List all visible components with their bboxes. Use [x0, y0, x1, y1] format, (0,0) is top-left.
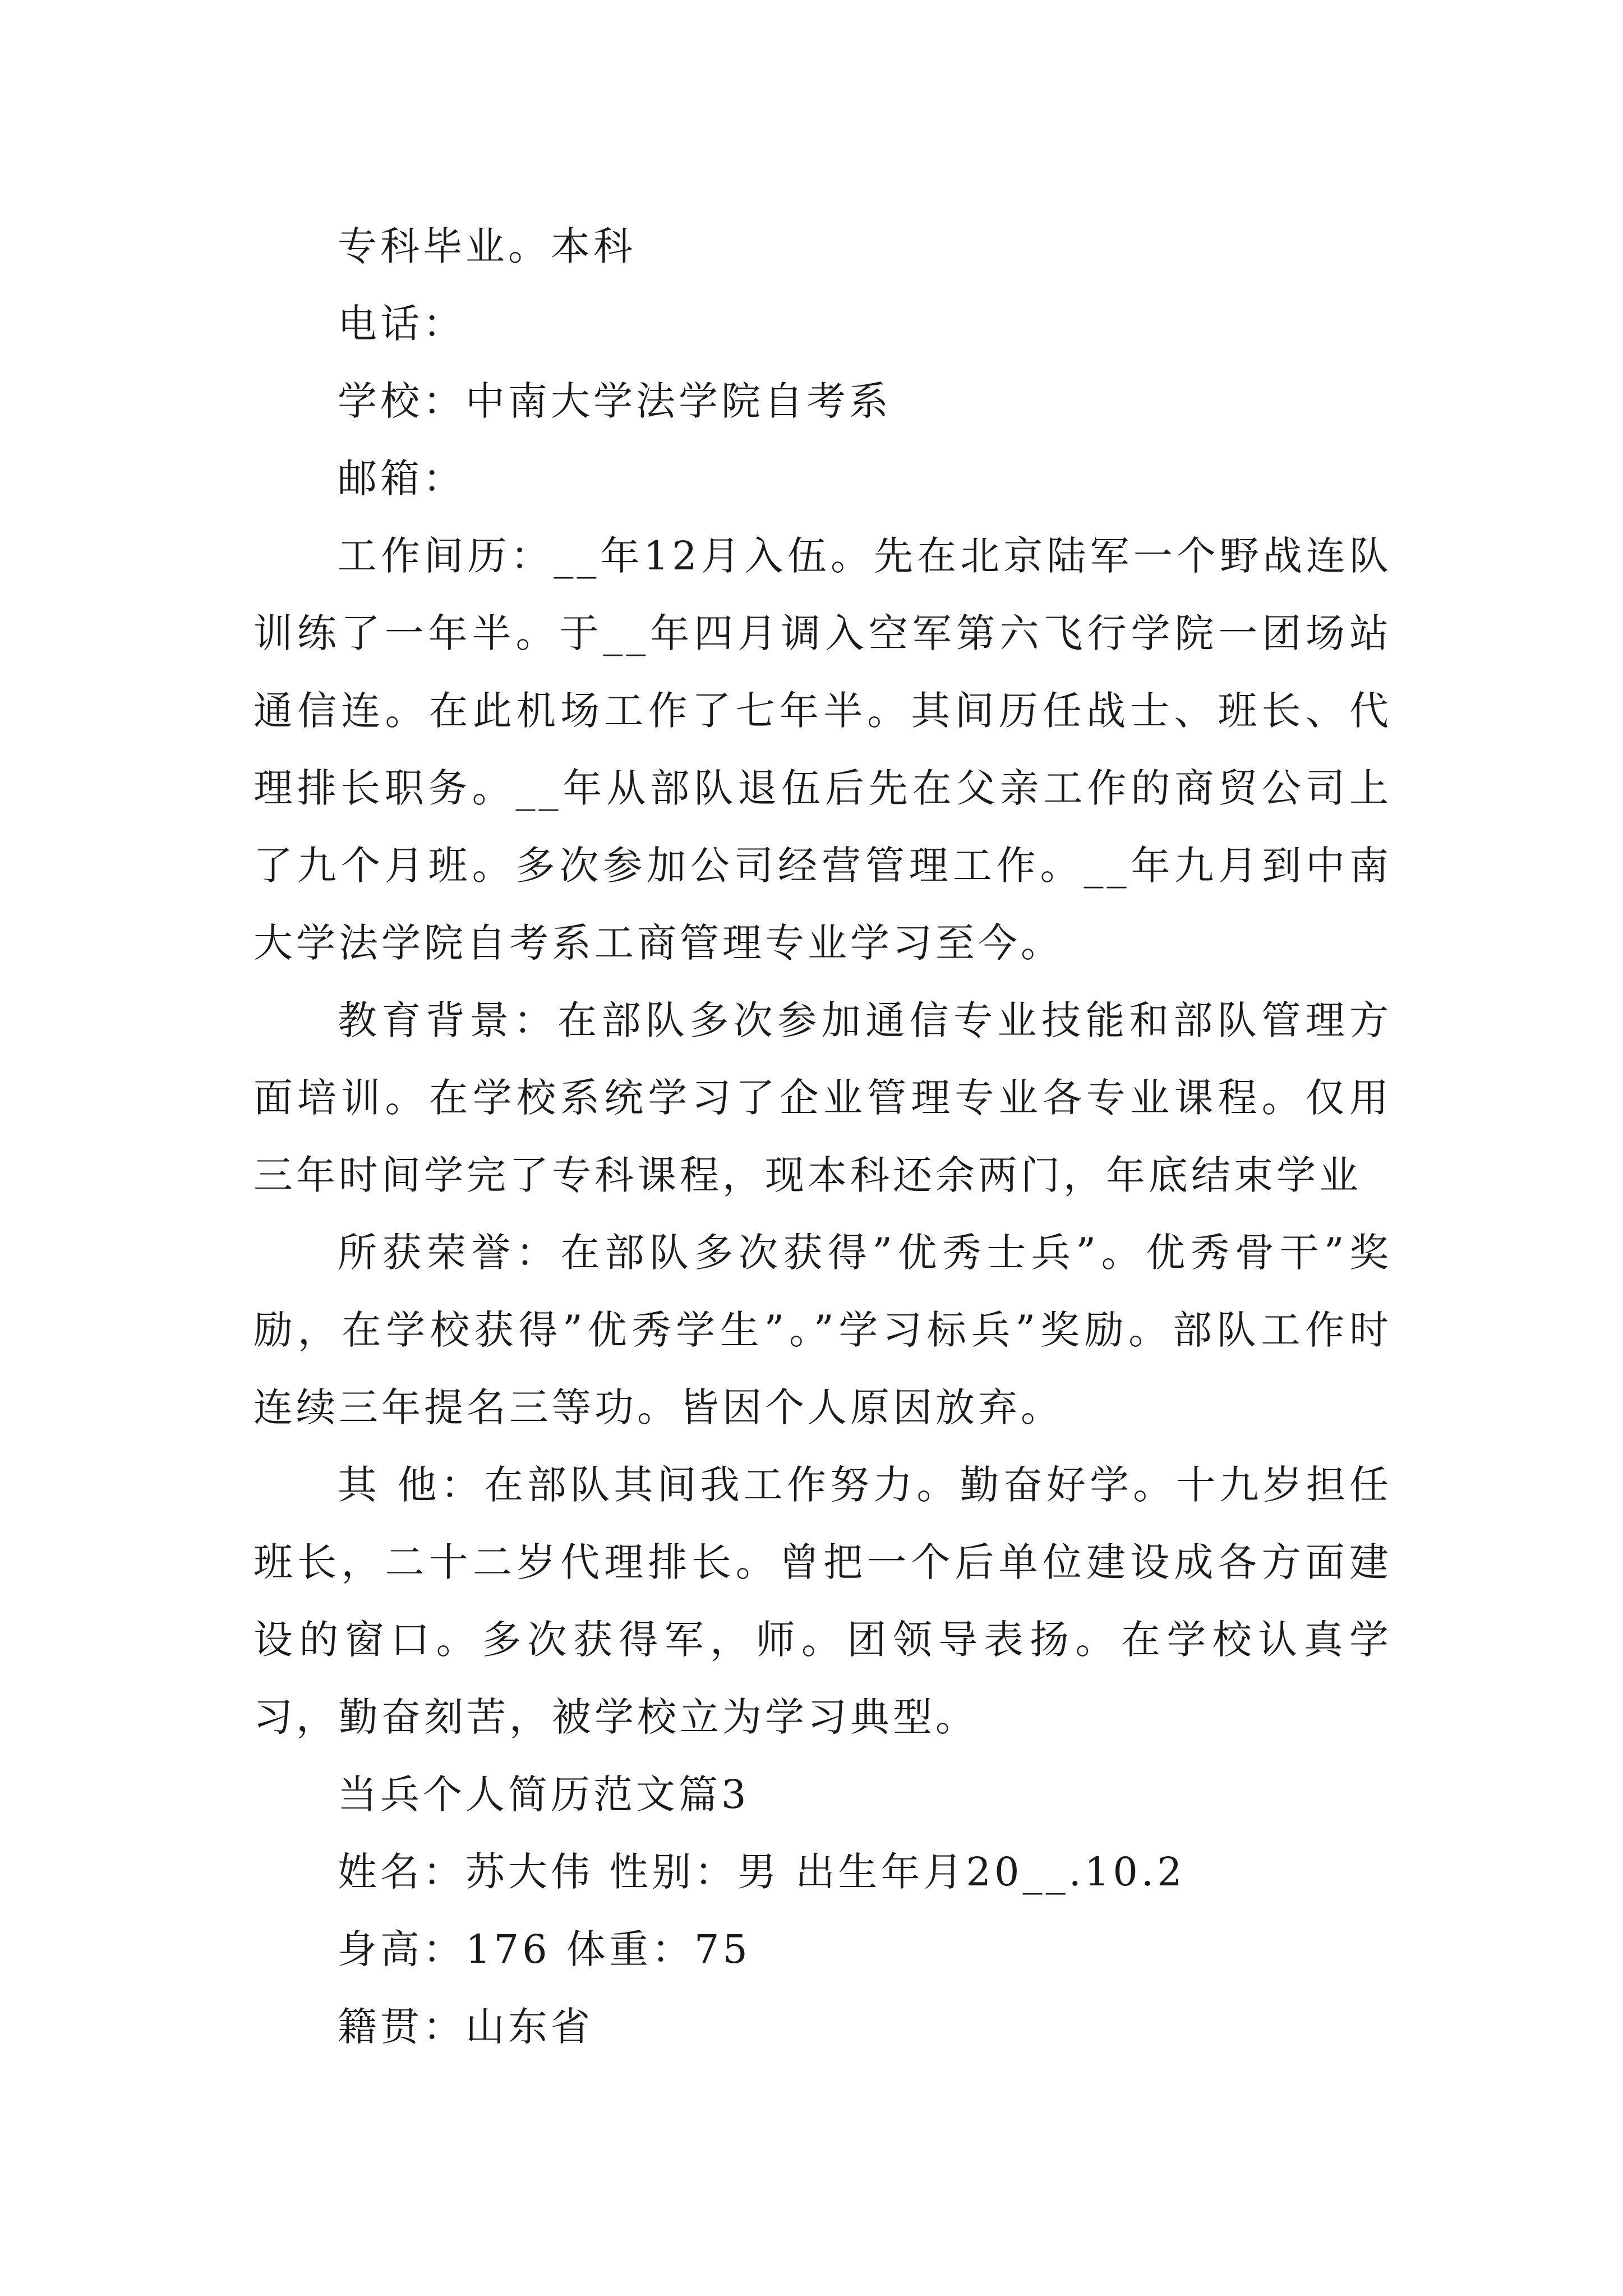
honors-paragraph: 所获荣誉：在部队多次获得”优秀士兵”。优秀骨干”奖励，在学校获得”优秀学生”。”学习标兵”奖励。部队工作时连续三年提名三等功。皆因个人原因放弃。 [253, 1230, 1392, 1430]
email-line: 邮箱： [338, 455, 465, 501]
section-title: 当兵个人简历范文篇3 [338, 1772, 750, 1818]
other-paragraph: 其 他：在部队其间我工作努力。勤奋好学。十九岁担任班长，二十二岁代理排长。曾把一个后单位建设成各方面建设的窗口。多次获得军，师。团领导表扬。在学校认真学习，勤奋刻苦，被学校立为学习典型。 [253, 1462, 1392, 1740]
origin-line: 籍贯：山东省 [338, 2004, 593, 2050]
degree-line: 专科毕业。本科 [338, 223, 636, 269]
name-gender-birth-line: 姓名：苏大伟 性别：男 出生年月20__.10.2 [338, 1849, 1186, 1895]
school-line: 学校：中南大学法学院自考系 [338, 378, 892, 424]
height-weight-line: 身高：176 体重：75 [338, 1926, 751, 1972]
work-history-paragraph: 工作间历：__年12月入伍。先在北京陆军一个野战连队训练了一年半。于__年四月调入空军第六飞行学院一团场站通信连。在此机场工作了七年半。其间历任战士、班长、代理排长职务。__年从部队退伍后先在父亲工作的商贸公司上了九个月班。多次参加公司经营管理工作。__年九月到中南大学法学院自考系工商管理专业学习至今。 [253, 533, 1392, 966]
document-content [253, 208, 1392, 2065]
phone-line: 电话： [338, 301, 465, 347]
education-paragraph: 教育背景：在部队多次参加通信专业技能和部队管理方面培训。在学校系统学习了企业管理专业各专业课程。仅用三年时间学完了专科课程，现本科还余两门，年底结束学业 [253, 997, 1392, 1198]
